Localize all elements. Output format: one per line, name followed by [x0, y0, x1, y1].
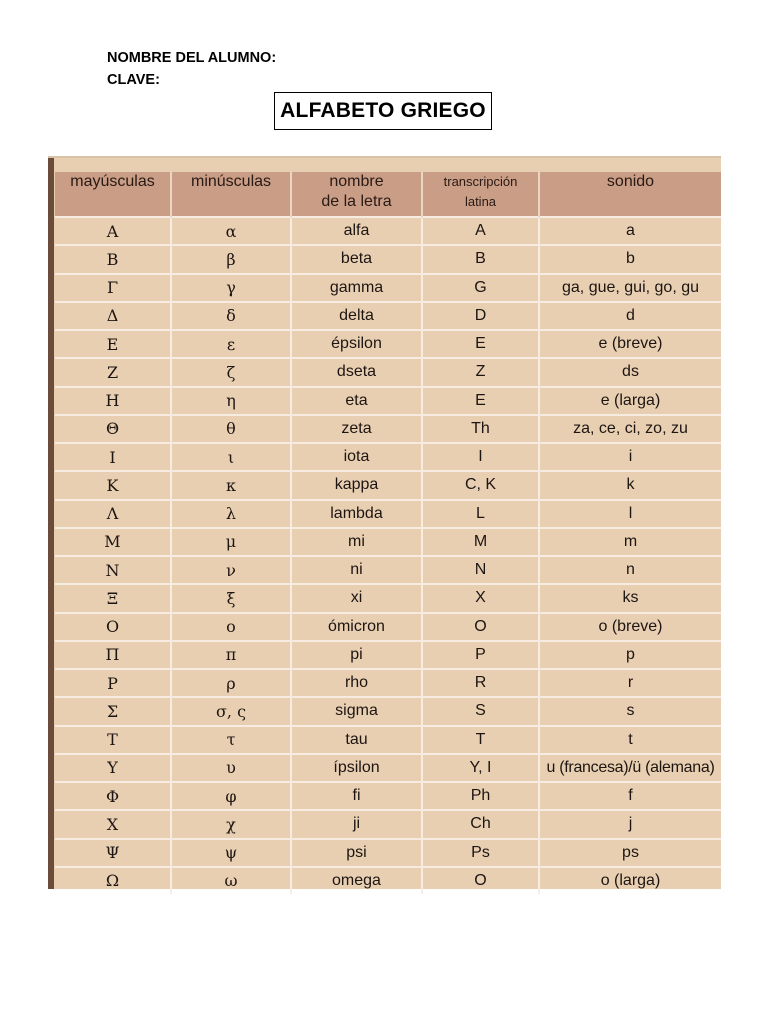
table-row: [55, 584, 721, 612]
cell-uppercase: Τ: [55, 726, 171, 754]
cell-lowercase: ν: [171, 556, 291, 584]
cell-letter-name: fi: [291, 782, 422, 810]
cell-transcription: Y, I: [422, 754, 539, 782]
alphabet-table-image: [48, 156, 721, 889]
cell-sound: u (francesa)/ü (alemana): [539, 754, 721, 782]
cell-letter-name: lambda: [291, 500, 422, 528]
cell-uppercase: Δ: [55, 302, 171, 330]
cell-transcription: T: [422, 726, 539, 754]
cell-letter-name: xi: [291, 584, 422, 612]
cell-letter-name: psi: [291, 839, 422, 867]
cell-lowercase: ρ: [171, 669, 291, 697]
cell-sound: m: [539, 528, 721, 556]
cell-letter-name: ípsilon: [291, 754, 422, 782]
cell-letter-name: dseta: [291, 358, 422, 386]
cell-transcription: E: [422, 330, 539, 358]
cell-uppercase: Ε: [55, 330, 171, 358]
cell-lowercase: ω: [171, 867, 291, 894]
cell-lowercase: ο: [171, 613, 291, 641]
table-row: [55, 867, 721, 894]
cell-lowercase: η: [171, 387, 291, 415]
cell-sound: b: [539, 245, 721, 273]
table-row: [55, 697, 721, 725]
cell-uppercase: Α: [55, 217, 171, 245]
cell-sound: d: [539, 302, 721, 330]
cell-sound: o (breve): [539, 613, 721, 641]
student-info: [107, 47, 276, 91]
table-row: [55, 330, 721, 358]
cell-lowercase: τ: [171, 726, 291, 754]
cell-uppercase: Ι: [55, 443, 171, 471]
cell-letter-name: ji: [291, 810, 422, 838]
cell-transcription: X: [422, 584, 539, 612]
cell-lowercase: χ: [171, 810, 291, 838]
cell-lowercase: ε: [171, 330, 291, 358]
cell-letter-name: rho: [291, 669, 422, 697]
cell-sound: t: [539, 726, 721, 754]
table-row: [55, 471, 721, 499]
cell-lowercase: ζ: [171, 358, 291, 386]
cell-transcription: G: [422, 274, 539, 302]
column-header-uppercase: mayúsculas: [55, 172, 171, 217]
cell-sound: n: [539, 556, 721, 584]
cell-transcription: E: [422, 387, 539, 415]
cell-lowercase: ξ: [171, 584, 291, 612]
cell-sound: e (larga): [539, 387, 721, 415]
cell-letter-name: tau: [291, 726, 422, 754]
cell-uppercase: Ο: [55, 613, 171, 641]
cell-sound: p: [539, 641, 721, 669]
cell-uppercase: Σ: [55, 697, 171, 725]
table-row: [55, 387, 721, 415]
cell-transcription: Ph: [422, 782, 539, 810]
cell-sound: s: [539, 697, 721, 725]
table-row: [55, 726, 721, 754]
cell-letter-name: alfa: [291, 217, 422, 245]
cell-sound: l: [539, 500, 721, 528]
cell-lowercase: μ: [171, 528, 291, 556]
table-row: [55, 669, 721, 697]
table-row: [55, 443, 721, 471]
table-row: [55, 613, 721, 641]
table-row: [55, 839, 721, 867]
cell-uppercase: Ξ: [55, 584, 171, 612]
cell-sound: o (larga): [539, 867, 721, 894]
table-row: [55, 528, 721, 556]
page-title: ALFABETO GRIEGO: [274, 92, 492, 130]
cell-letter-name: ni: [291, 556, 422, 584]
cell-sound: ps: [539, 839, 721, 867]
cell-sound: i: [539, 443, 721, 471]
cell-transcription: O: [422, 613, 539, 641]
table-left-edge: [48, 158, 54, 889]
cell-sound: a: [539, 217, 721, 245]
cell-lowercase: φ: [171, 782, 291, 810]
cell-letter-name: iota: [291, 443, 422, 471]
cell-transcription: O: [422, 867, 539, 894]
table-row: [55, 556, 721, 584]
cell-lowercase: σ, ς: [171, 697, 291, 725]
cell-sound: r: [539, 669, 721, 697]
cell-uppercase: Ζ: [55, 358, 171, 386]
table-header-row: [55, 172, 721, 217]
cell-uppercase: Ν: [55, 556, 171, 584]
cell-transcription: S: [422, 697, 539, 725]
cell-transcription: D: [422, 302, 539, 330]
cell-transcription: A: [422, 217, 539, 245]
cell-sound: e (breve): [539, 330, 721, 358]
column-header-transcription: [422, 172, 539, 217]
cell-transcription: N: [422, 556, 539, 584]
cell-letter-name: delta: [291, 302, 422, 330]
cell-uppercase: Π: [55, 641, 171, 669]
table-row: [55, 810, 721, 838]
cell-lowercase: θ: [171, 415, 291, 443]
cell-uppercase: Λ: [55, 500, 171, 528]
table-row: [55, 641, 721, 669]
cell-uppercase: Φ: [55, 782, 171, 810]
cell-transcription: C, K: [422, 471, 539, 499]
cell-lowercase: β: [171, 245, 291, 273]
greek-alphabet-table: [55, 172, 721, 894]
cell-uppercase: Ψ: [55, 839, 171, 867]
cell-lowercase: α: [171, 217, 291, 245]
cell-transcription: M: [422, 528, 539, 556]
cell-lowercase: δ: [171, 302, 291, 330]
cell-uppercase: Μ: [55, 528, 171, 556]
cell-uppercase: Ρ: [55, 669, 171, 697]
table-row: [55, 415, 721, 443]
cell-transcription: Ps: [422, 839, 539, 867]
cell-lowercase: υ: [171, 754, 291, 782]
cell-transcription: P: [422, 641, 539, 669]
cell-uppercase: Χ: [55, 810, 171, 838]
column-header-letter-name: [291, 172, 422, 217]
column-header-letter-name-line2: de la letra: [321, 193, 392, 210]
cell-sound: j: [539, 810, 721, 838]
column-header-letter-name-line1: nombre: [329, 173, 384, 190]
table-row: [55, 217, 721, 245]
cell-letter-name: pi: [291, 641, 422, 669]
cell-transcription: Th: [422, 415, 539, 443]
column-header-sound: sonido: [539, 172, 721, 217]
table-body: [55, 217, 721, 894]
cell-sound: k: [539, 471, 721, 499]
cell-letter-name: gamma: [291, 274, 422, 302]
cell-letter-name: omega: [291, 867, 422, 894]
cell-uppercase: Υ: [55, 754, 171, 782]
cell-transcription: B: [422, 245, 539, 273]
column-header-lowercase: minúsculas: [171, 172, 291, 217]
cell-transcription: I: [422, 443, 539, 471]
table-row: [55, 245, 721, 273]
cell-lowercase: ι: [171, 443, 291, 471]
table-row: [55, 302, 721, 330]
cell-uppercase: Η: [55, 387, 171, 415]
table-row: [55, 754, 721, 782]
cell-letter-name: zeta: [291, 415, 422, 443]
cell-sound: za, ce, ci, zo, zu: [539, 415, 721, 443]
student-name-label: NOMBRE DEL ALUMNO:: [107, 50, 277, 66]
cell-letter-name: épsilon: [291, 330, 422, 358]
column-header-transcription-line2: latina: [464, 194, 497, 209]
cell-transcription: L: [422, 500, 539, 528]
cell-transcription: R: [422, 669, 539, 697]
cell-sound: f: [539, 782, 721, 810]
cell-uppercase: Β: [55, 245, 171, 273]
table-row: [55, 500, 721, 528]
table-row: [55, 274, 721, 302]
table-row: [55, 782, 721, 810]
cell-lowercase: λ: [171, 500, 291, 528]
cell-sound: ds: [539, 358, 721, 386]
cell-letter-name: beta: [291, 245, 422, 273]
table-row: [55, 358, 721, 386]
cell-uppercase: Κ: [55, 471, 171, 499]
cell-letter-name: kappa: [291, 471, 422, 499]
cell-sound: ks: [539, 584, 721, 612]
cell-lowercase: γ: [171, 274, 291, 302]
column-header-transcription-line1: transcripción: [443, 174, 518, 189]
cell-letter-name: sigma: [291, 697, 422, 725]
cell-uppercase: Γ: [55, 274, 171, 302]
cell-lowercase: ψ: [171, 839, 291, 867]
cell-letter-name: eta: [291, 387, 422, 415]
cell-lowercase: π: [171, 641, 291, 669]
cell-transcription: Ch: [422, 810, 539, 838]
cell-letter-name: mi: [291, 528, 422, 556]
cell-transcription: Z: [422, 358, 539, 386]
cell-uppercase: Θ: [55, 415, 171, 443]
key-label: CLAVE:: [107, 72, 160, 88]
cell-sound: ga, gue, gui, go, gu: [539, 274, 721, 302]
cell-lowercase: κ: [171, 471, 291, 499]
cell-letter-name: ómicron: [291, 613, 422, 641]
cell-uppercase: Ω: [55, 867, 171, 894]
